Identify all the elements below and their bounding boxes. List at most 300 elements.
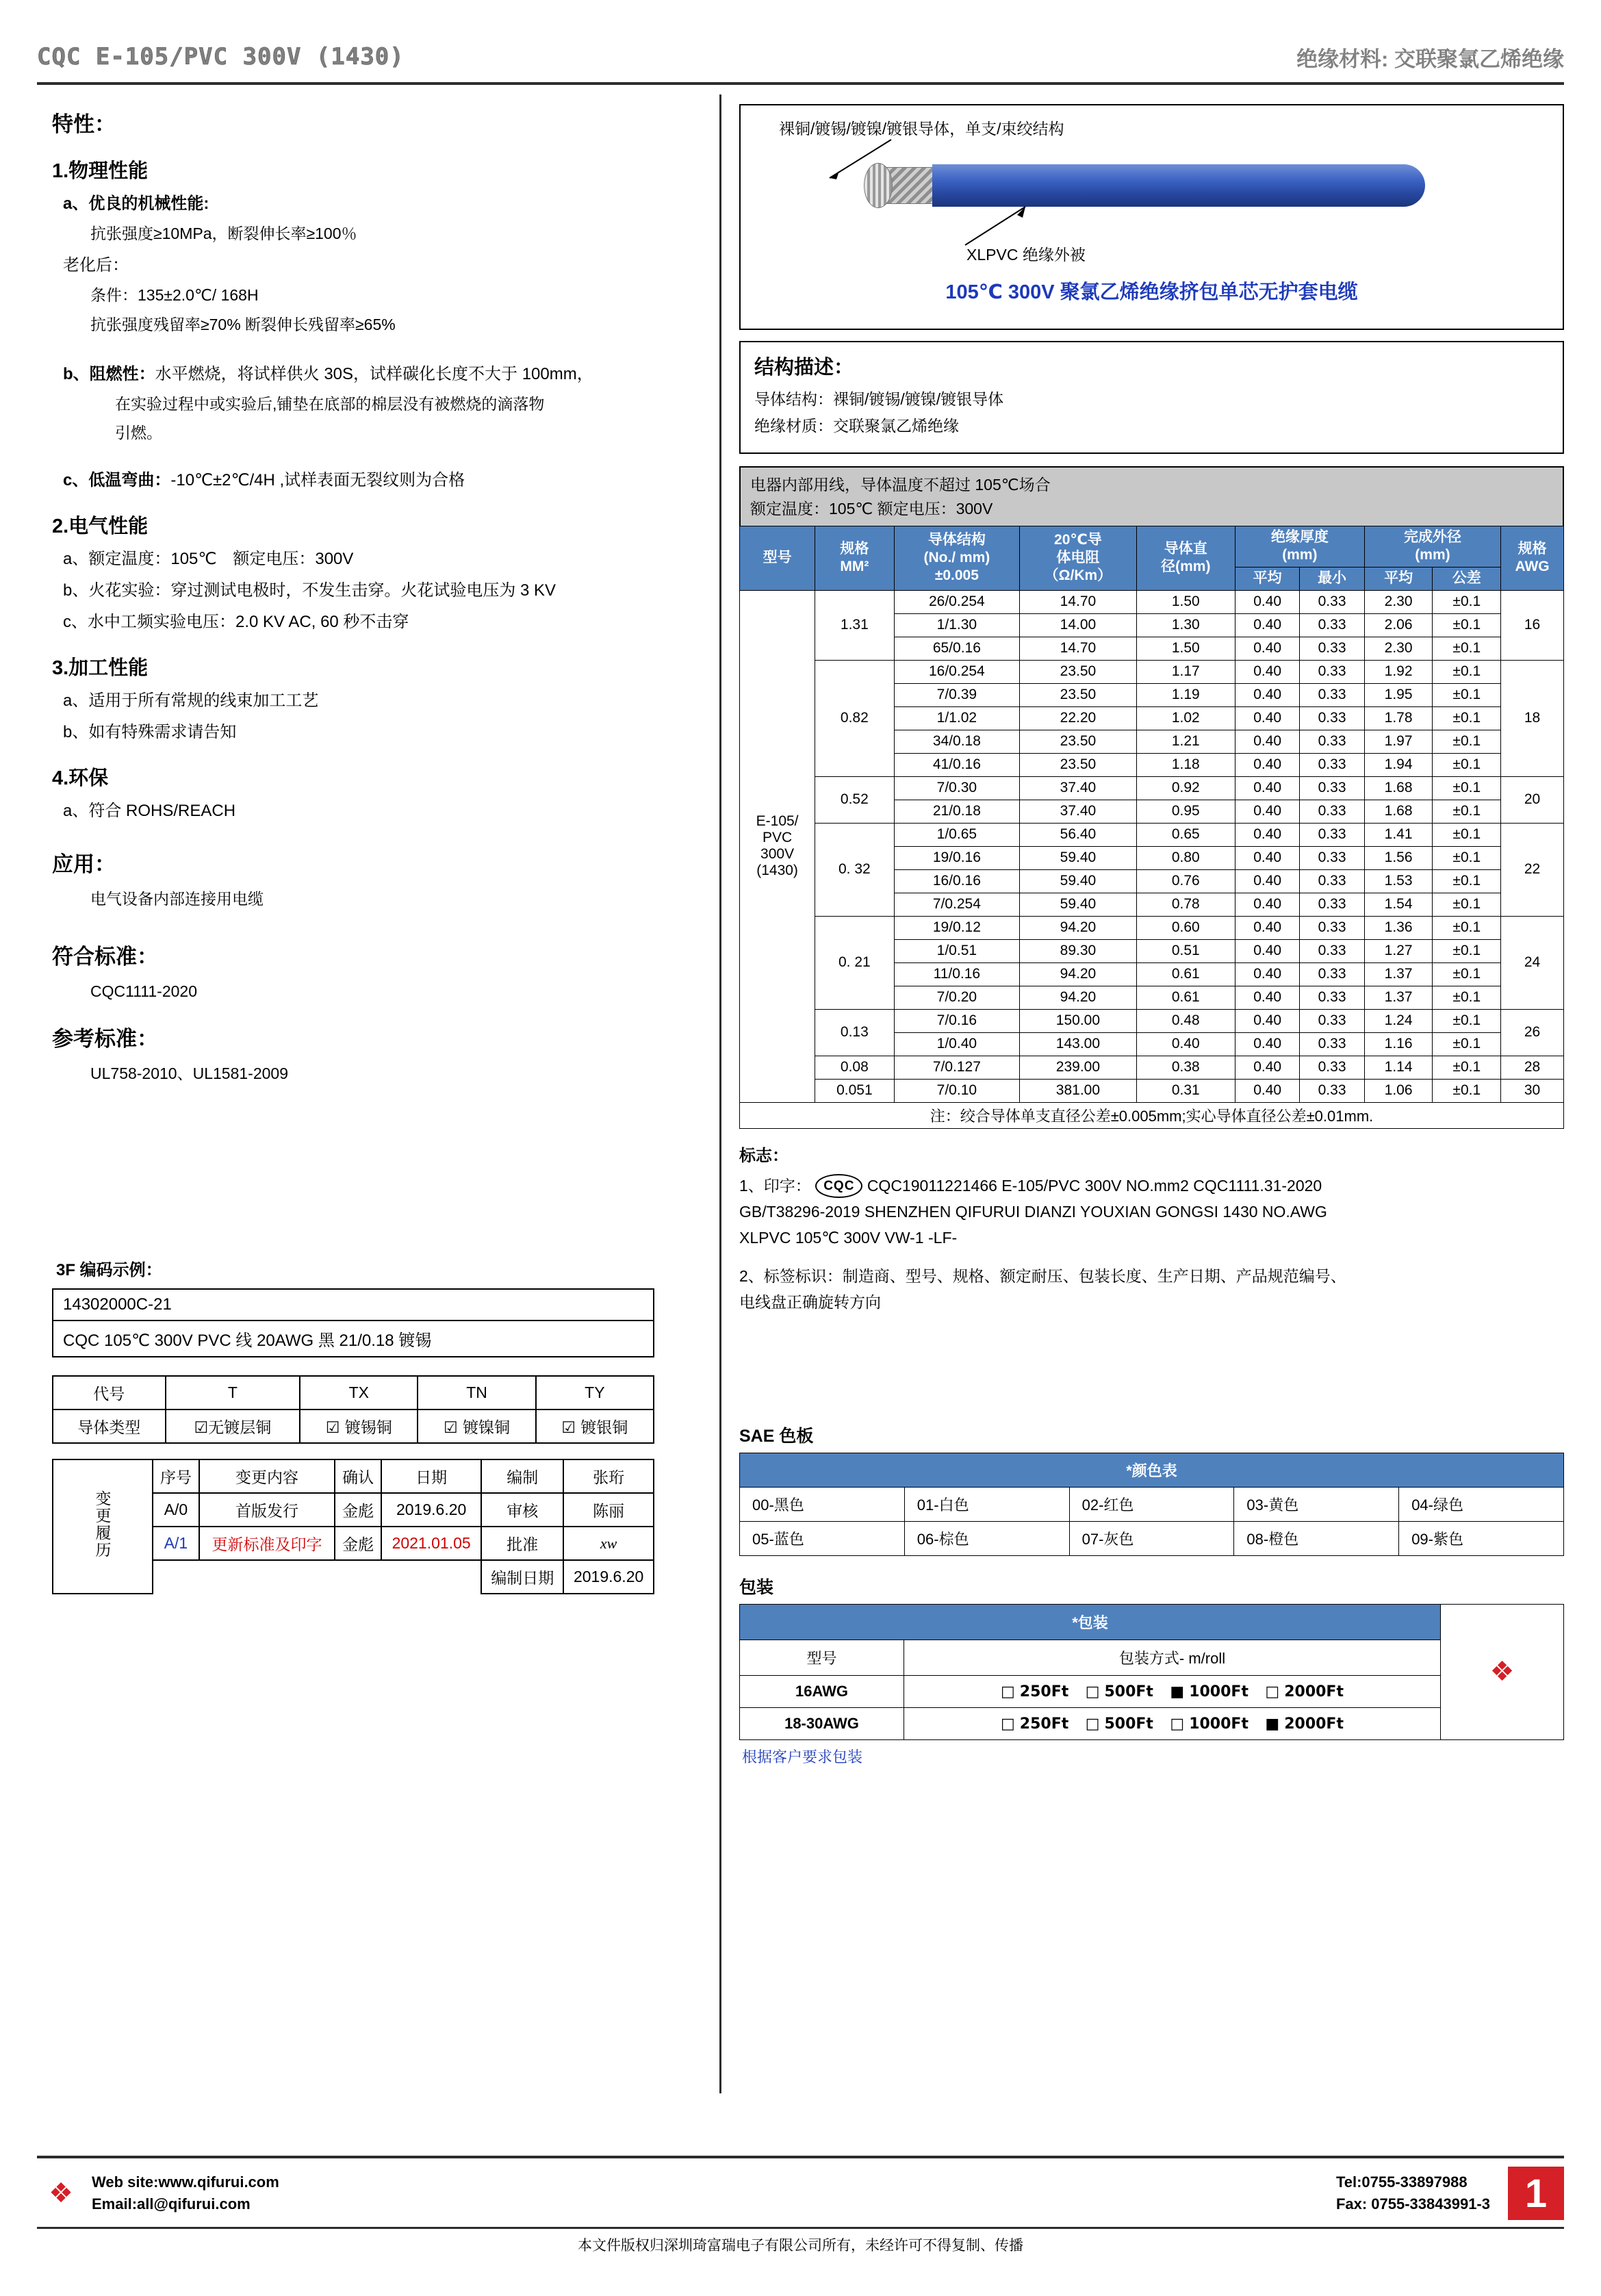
table-header-row xyxy=(740,1604,1564,1640)
spec-insulation-avg-cell: 0.40 xyxy=(1235,753,1299,776)
physical-aging-retention: 抗张强度残留率≥70% 断裂伸长残留率≥65% xyxy=(90,316,396,334)
specification-table xyxy=(739,526,1564,1129)
footer-contact xyxy=(92,2171,279,2215)
spec-insulation-min-cell: 0.33 xyxy=(1300,986,1364,1009)
spec-outer-avg-cell: 2.30 xyxy=(1364,590,1433,613)
spec-diameter-cell: 0.38 xyxy=(1136,1056,1235,1079)
right-column xyxy=(721,94,1564,2093)
spec-outer-tol-cell: ±0.1 xyxy=(1433,590,1501,613)
spec-outer-avg-cell: 1.53 xyxy=(1364,869,1433,893)
spec-size-cell: 0.52 xyxy=(815,776,894,823)
spec-construction-cell: 41/0.16 xyxy=(894,753,1020,776)
spec-resistance-cell: 22.20 xyxy=(1020,706,1137,730)
marking-item1-prefix: 1、印字： xyxy=(739,1177,811,1195)
spec-condition-line1: 电器内部用线，导体温度不超过 105℃场合 xyxy=(750,476,1051,494)
spec-outer-tol-cell: ±0.1 xyxy=(1433,893,1501,916)
spec-insulation-avg-cell: 0.40 xyxy=(1235,683,1299,706)
spec-resistance-cell: 143.00 xyxy=(1020,1032,1137,1056)
page-header xyxy=(37,31,1564,85)
spec-insulation-min-cell: 0.33 xyxy=(1300,893,1364,916)
physical-aging-condition: 条件：135±2.0℃/ 168H xyxy=(90,285,259,304)
spec-outer-tol-cell: ±0.1 xyxy=(1433,1009,1501,1032)
ch-r1-role: 批准 xyxy=(481,1527,563,1560)
color-03: 03-黄色 xyxy=(1234,1487,1399,1521)
spec-outer-tol-cell: ±0.1 xyxy=(1433,939,1501,962)
spec-model-cell: E-105/ PVC 300V (1430) xyxy=(740,590,815,1102)
spec-diameter-cell: 0.78 xyxy=(1136,893,1235,916)
page-footer xyxy=(37,2156,1564,2255)
spec-insulation-avg-cell: 0.40 xyxy=(1235,1032,1299,1056)
spec-insulation-avg-cell: 0.40 xyxy=(1235,1079,1299,1102)
environment-a: a、符合 ROHS/REACH xyxy=(63,802,236,821)
flame-retardance-text1: 水平燃烧，将试样供火 30S，试样碳化长度不大于 100mm， xyxy=(155,364,593,383)
spec-condition-line2: 额定温度：105℃ 额定电压：300V xyxy=(750,499,993,518)
spec-outer-avg-cell: 1.37 xyxy=(1364,986,1433,1009)
packaging-col-method: 包装方式- m/roll xyxy=(904,1640,1441,1675)
spec-resistance-cell: 37.40 xyxy=(1020,776,1137,800)
spec-construction-cell: 26/0.254 xyxy=(894,590,1020,613)
spec-insulation-avg-cell: 0.40 xyxy=(1235,1009,1299,1032)
ch-r1-date: 2021.01.05 xyxy=(381,1527,481,1560)
spec-resistance-cell: 14.00 xyxy=(1020,613,1137,637)
flame-retardance-line1 xyxy=(63,362,702,387)
processing-b: b、如有特殊需求请告知 xyxy=(63,723,237,742)
spec-construction-cell: 7/0.20 xyxy=(894,986,1020,1009)
packaging-table xyxy=(739,1604,1564,1740)
pack-opt-500ft-18[interactable]: □ 500Ft xyxy=(1085,1715,1153,1733)
low-temp-bend-line xyxy=(63,468,702,493)
spec-outer-avg-cell: 1.56 xyxy=(1364,846,1433,869)
spec-resistance-cell: 89.30 xyxy=(1020,939,1137,962)
table-row xyxy=(740,823,1564,846)
physical-a-line1: 抗张强度≥10MPa，断裂伸长率≥100％ xyxy=(90,225,357,242)
table-row xyxy=(740,1707,1564,1739)
spec-outer-tol-cell: ±0.1 xyxy=(1433,800,1501,823)
cable-jacket xyxy=(932,164,1425,207)
color-08: 08-橙色 xyxy=(1234,1521,1399,1555)
spec-diameter-cell: 0.65 xyxy=(1136,823,1235,846)
color-table-header: *颜色表 xyxy=(740,1453,1564,1487)
spec-outer-tol-cell: ±0.1 xyxy=(1433,637,1501,660)
company-logo: ❖ xyxy=(1441,1604,1564,1739)
spec-outer-tol-cell: ±0.1 xyxy=(1433,776,1501,800)
spec-construction-cell: 7/0.30 xyxy=(894,776,1020,800)
table-row xyxy=(740,776,1564,800)
spec-diameter-cell: 0.48 xyxy=(1136,1009,1235,1032)
coding-example-line2: CQC 105℃ 300V PVC 线 20AWG 黑 21/0.18 镀锡 xyxy=(53,1320,653,1356)
spec-construction-cell: 7/0.127 xyxy=(894,1056,1020,1079)
footer-phone xyxy=(1336,2171,1490,2215)
reference-standards-title: 参考标准： xyxy=(52,1027,158,1051)
coding-example-box xyxy=(52,1288,654,1357)
spec-construction-cell: 1/0.65 xyxy=(894,823,1020,846)
marking-item1-line2: GB/T38296-2019 SHENZHEN QIFURUI DIANZI YOUXIAN GONGSI 1430 NO.AWG xyxy=(739,1203,1327,1221)
spec-insulation-min-cell: 0.33 xyxy=(1300,823,1364,846)
page-number: 1 xyxy=(1508,2167,1564,2220)
spec-resistance-cell: 239.00 xyxy=(1020,1056,1137,1079)
code-header-t: T xyxy=(166,1376,300,1410)
spec-insulation-min-cell: 0.33 xyxy=(1300,869,1364,893)
spec-construction-cell: 19/0.12 xyxy=(894,916,1020,939)
spec-insulation-min-cell: 0.33 xyxy=(1300,706,1364,730)
physical-a-label: a、优良的机械性能: xyxy=(63,194,209,213)
conductor-type-label: 导体类型 xyxy=(53,1410,166,1443)
spec-outer-avg-cell: 1.78 xyxy=(1364,706,1433,730)
spec-insulation-min-cell: 0.33 xyxy=(1300,637,1364,660)
packaging-title: 包装 xyxy=(739,1577,774,1597)
table-header-row xyxy=(740,526,1564,567)
header-product-code: CQC E-105/PVC 300V (1430) xyxy=(37,43,405,71)
col-awg: 规格 AWG xyxy=(1501,526,1564,591)
spec-diameter-cell: 0.61 xyxy=(1136,986,1235,1009)
marking-item2-line2: 电线盘正确旋转方向 xyxy=(739,1292,881,1311)
packaging-row0-options[interactable] xyxy=(904,1675,1441,1707)
spec-resistance-cell: 59.40 xyxy=(1020,893,1137,916)
color-05: 05-蓝色 xyxy=(740,1521,905,1555)
spec-insulation-avg-cell: 0.40 xyxy=(1235,962,1299,986)
footer-website[interactable]: Web site:www.qifurui.com xyxy=(92,2173,279,2191)
table-row xyxy=(740,1521,1564,1555)
spec-diameter-cell: 1.30 xyxy=(1136,613,1235,637)
spec-size-cell: 1.31 xyxy=(815,590,894,660)
spec-size-cell: 0.82 xyxy=(815,660,894,776)
jacket-callout-label: XLPVC 绝缘外被 xyxy=(966,246,1086,264)
structure-conductor: 导体结构：裸铜/镀锡/镀镍/镀银导体 xyxy=(754,390,1004,408)
spec-size-cell: 0.13 xyxy=(815,1009,894,1056)
footer-email[interactable]: Email:all@qifurui.com xyxy=(92,2195,251,2212)
spec-resistance-cell: 94.20 xyxy=(1020,986,1137,1009)
change-history-side-label: 变更履历 xyxy=(53,1459,153,1594)
ch-header-content: 变更内容 xyxy=(199,1459,335,1493)
standards-text: CQC1111-2020 xyxy=(90,982,197,1000)
spec-diameter-cell: 1.19 xyxy=(1136,683,1235,706)
low-temp-bend-label: c、低温弯曲： xyxy=(63,471,171,490)
datasheet-page xyxy=(0,31,1601,2296)
spec-construction-cell: 7/0.16 xyxy=(894,1009,1020,1032)
spec-outer-avg-cell: 1.24 xyxy=(1364,1009,1433,1032)
spec-insulation-avg-cell: 0.40 xyxy=(1235,800,1299,823)
spec-insulation-avg-cell: 0.40 xyxy=(1235,986,1299,1009)
spec-insulation-avg-cell: 0.40 xyxy=(1235,823,1299,846)
conductor-type-nickel[interactable]: ☑ 镀镍铜 xyxy=(418,1410,535,1443)
spec-outer-tol-cell: ±0.1 xyxy=(1433,613,1501,637)
col-size: 规格 MM² xyxy=(815,526,894,591)
spec-diameter-cell: 0.40 xyxy=(1136,1032,1235,1056)
structure-title: 结构描述： xyxy=(754,357,854,379)
spec-outer-tol-cell: ±0.1 xyxy=(1433,823,1501,846)
ch-header-editor-name: 张珩 xyxy=(563,1459,654,1493)
pack-opt-250ft-16[interactable]: □ 250Ft xyxy=(1001,1683,1069,1700)
ch-r0-no: A/0 xyxy=(153,1493,199,1527)
spec-diameter-cell: 1.50 xyxy=(1136,637,1235,660)
packaging-note: 根据客户要求包装 xyxy=(742,1748,863,1765)
spec-diameter-cell: 0.92 xyxy=(1136,776,1235,800)
spec-size-cell: 0. 21 xyxy=(815,916,894,1009)
spec-outer-tol-cell: ±0.1 xyxy=(1433,1032,1501,1056)
pack-opt-500ft-16[interactable]: □ 500Ft xyxy=(1085,1683,1153,1700)
footer-tel: Tel:0755-33897988 xyxy=(1335,2173,1468,2191)
pack-opt-250ft-18[interactable]: □ 250Ft xyxy=(1001,1715,1069,1733)
spec-outer-avg-cell: 1.54 xyxy=(1364,893,1433,916)
cable-diagram xyxy=(739,104,1564,330)
color-04: 04-绿色 xyxy=(1399,1487,1564,1521)
ch-r1-signature: xw xyxy=(563,1527,654,1560)
change-history-table xyxy=(52,1459,654,1594)
spec-diameter-cell: 1.21 xyxy=(1136,730,1235,753)
code-header-label: 代号 xyxy=(53,1376,166,1410)
table-row xyxy=(740,916,1564,939)
spec-diameter-cell: 0.80 xyxy=(1136,846,1235,869)
spec-outer-avg-cell: 1.14 xyxy=(1364,1056,1433,1079)
application-text: 电气设备内部连接用电缆 xyxy=(90,890,264,908)
spec-insulation-min-cell: 0.33 xyxy=(1300,1079,1364,1102)
spec-insulation-min-cell: 0.33 xyxy=(1300,846,1364,869)
spec-outer-avg-cell: 2.30 xyxy=(1364,637,1433,660)
spec-outer-avg-cell: 1.92 xyxy=(1364,660,1433,683)
spec-insulation-min-cell: 0.33 xyxy=(1300,660,1364,683)
conductor-type-tin[interactable]: ☑ 镀锡铜 xyxy=(300,1410,418,1443)
spec-outer-tol-cell: ±0.1 xyxy=(1433,846,1501,869)
footer-logo-icon: ❖ xyxy=(49,2178,73,2209)
color-table xyxy=(739,1453,1564,1556)
spec-outer-tol-cell: ±0.1 xyxy=(1433,753,1501,776)
sae-title: SAE 色板 xyxy=(739,1426,814,1446)
spec-insulation-avg-cell: 0.40 xyxy=(1235,846,1299,869)
spec-diameter-cell: 1.50 xyxy=(1136,590,1235,613)
table-row xyxy=(740,1675,1564,1707)
reference-standards-text: UL758-2010、UL1581-2009 xyxy=(90,1064,288,1083)
spec-construction-cell: 1/0.51 xyxy=(894,939,1020,962)
marking-item1-line3: XLPVC 105℃ 300V VW-1 -LF- xyxy=(739,1228,958,1247)
spec-resistance-cell: 59.40 xyxy=(1020,846,1137,869)
spec-awg-cell: 28 xyxy=(1501,1056,1564,1079)
spec-outer-tol-cell: ±0.1 xyxy=(1433,706,1501,730)
features-title: 特性： xyxy=(52,112,116,136)
section-environment-title: 4.环保 xyxy=(52,767,109,790)
spec-outer-avg-cell: 1.95 xyxy=(1364,683,1433,706)
spec-outer-avg-cell: 1.97 xyxy=(1364,730,1433,753)
code-header-tx: TX xyxy=(300,1376,418,1410)
spec-outer-tol-cell: ±0.1 xyxy=(1433,730,1501,753)
processing-a: a、适用于所有常规的线束加工工艺 xyxy=(63,691,319,711)
spec-outer-tol-cell: ±0.1 xyxy=(1433,962,1501,986)
col-diameter: 导体直 径(mm) xyxy=(1136,526,1235,591)
application-title: 应用： xyxy=(52,852,116,877)
spec-resistance-cell: 37.40 xyxy=(1020,800,1137,823)
spec-insulation-min-cell: 0.33 xyxy=(1300,590,1364,613)
electrical-a: a、额定温度：105℃ 额定电压：300V xyxy=(63,550,354,569)
coding-example-title: 3F 编码示例： xyxy=(56,1261,162,1280)
spec-insulation-avg-cell: 0.40 xyxy=(1235,869,1299,893)
spec-size-cell: 0. 32 xyxy=(815,823,894,916)
spec-insulation-avg-cell: 0.40 xyxy=(1235,637,1299,660)
marking-item1 xyxy=(739,1173,1564,1199)
spec-resistance-cell: 23.50 xyxy=(1020,753,1137,776)
conductor-type-table xyxy=(52,1375,654,1444)
packaging-col-model: 型号 xyxy=(740,1640,904,1675)
footer-copyright: 本文件版权归深圳琦富瑞电子有限公司所有，未经许可不得复制、传播 xyxy=(37,2227,1564,2255)
col-outer-avg: 平均 xyxy=(1364,567,1433,590)
color-01: 01-白色 xyxy=(904,1487,1069,1521)
spec-construction-cell: 7/0.39 xyxy=(894,683,1020,706)
spec-construction-cell: 19/0.16 xyxy=(894,846,1020,869)
col-insulation-avg: 平均 xyxy=(1235,567,1299,590)
spec-resistance-cell: 59.40 xyxy=(1020,869,1137,893)
spec-resistance-cell: 14.70 xyxy=(1020,590,1137,613)
spec-outer-avg-cell: 1.06 xyxy=(1364,1079,1433,1102)
spec-insulation-min-cell: 0.33 xyxy=(1300,1056,1364,1079)
marking-title: 标志： xyxy=(739,1146,789,1165)
packaging-table-header: *包装 xyxy=(740,1604,1441,1640)
table-row xyxy=(53,1410,654,1443)
spec-size-cell: 0.051 xyxy=(815,1079,894,1102)
spec-awg-cell: 30 xyxy=(1501,1079,1564,1102)
color-09: 09-紫色 xyxy=(1399,1521,1564,1555)
col-construction: 导体结构 (No./ mm) ±0.005 xyxy=(894,526,1020,591)
spec-insulation-avg-cell: 0.40 xyxy=(1235,660,1299,683)
cqc-logo-icon: CQC xyxy=(815,1174,862,1198)
spec-diameter-cell: 1.02 xyxy=(1136,706,1235,730)
ch-header-confirm: 确认 xyxy=(335,1459,381,1493)
page-body xyxy=(37,94,1564,2093)
spec-construction-cell: 7/0.10 xyxy=(894,1079,1020,1102)
spec-resistance-cell: 23.50 xyxy=(1020,683,1137,706)
marking-item1-line1: CQC19011221466 E-105/PVC 300V NO.mm2 CQC1111.31-2020 xyxy=(867,1177,1322,1195)
spec-construction-cell: 1/1.30 xyxy=(894,613,1020,637)
spec-insulation-avg-cell: 0.40 xyxy=(1235,893,1299,916)
spec-diameter-cell: 1.17 xyxy=(1136,660,1235,683)
spec-awg-cell: 18 xyxy=(1501,660,1564,776)
ch-header-date: 日期 xyxy=(381,1459,481,1493)
pack-opt-2000ft-16[interactable]: □ 2000Ft xyxy=(1265,1683,1344,1700)
pack-opt-2000ft-18[interactable]: ■ 2000Ft xyxy=(1265,1715,1344,1733)
spec-diameter-cell: 0.61 xyxy=(1136,962,1235,986)
spec-insulation-min-cell: 0.33 xyxy=(1300,800,1364,823)
spec-construction-cell: 11/0.16 xyxy=(894,962,1020,986)
flame-retardance-label: b、阻燃性： xyxy=(63,364,155,383)
spec-awg-cell: 22 xyxy=(1501,823,1564,916)
packaging-row1-model: 18-30AWG xyxy=(740,1707,904,1739)
col-resistance: 20℃导 体电阻 （Ω/Km） xyxy=(1020,526,1137,591)
header-material-label: 绝缘材料: 交联聚氯乙烯绝缘 xyxy=(1296,47,1564,71)
spec-insulation-min-cell: 0.33 xyxy=(1300,962,1364,986)
spec-resistance-cell: 150.00 xyxy=(1020,1009,1137,1032)
conductor-callout-label: 裸铜/镀锡/镀镍/镀银导体，单支/束绞结构 xyxy=(779,120,1064,138)
spec-insulation-min-cell: 0.33 xyxy=(1300,916,1364,939)
physical-aging-label: 老化后： xyxy=(63,255,129,275)
spec-insulation-avg-cell: 0.40 xyxy=(1235,939,1299,962)
ch-r0-content: 首版发行 xyxy=(199,1493,335,1527)
spec-insulation-min-cell: 0.33 xyxy=(1300,776,1364,800)
ch-r0-name: 陈丽 xyxy=(563,1493,654,1527)
marking-item2-line1: 2、标签标识：制造商、型号、规格、额定耐压、包装长度、生产日期、产品规范编号、 xyxy=(739,1266,1346,1285)
ch-r0-confirm: 金彪 xyxy=(335,1493,381,1527)
electrical-b: b、火花实验：穿过测试电极时，不发生击穿。火花试验电压为 3 KV xyxy=(63,581,556,600)
spec-construction-cell: 1/0.40 xyxy=(894,1032,1020,1056)
ch-compile-date-label: 编制日期 xyxy=(481,1560,563,1594)
section-processing-title: 3.加工性能 xyxy=(52,657,149,680)
spec-insulation-min-cell: 0.33 xyxy=(1300,753,1364,776)
spec-construction-cell: 65/0.16 xyxy=(894,637,1020,660)
electrical-c: c、水中工频实验电压：2.0 KV AC, 60 秒不击穿 xyxy=(63,613,409,632)
spec-insulation-min-cell: 0.33 xyxy=(1300,1009,1364,1032)
packaging-row1-options[interactable] xyxy=(904,1707,1441,1739)
structure-description xyxy=(739,341,1564,454)
table-header-row xyxy=(740,1453,1564,1487)
spec-diameter-cell: 0.95 xyxy=(1136,800,1235,823)
spec-outer-avg-cell: 1.36 xyxy=(1364,916,1433,939)
spec-outer-tol-cell: ±0.1 xyxy=(1433,660,1501,683)
spec-note: 注：绞合导体单支直径公差±0.005mm;实心导体直径公差±0.01mm. xyxy=(740,1102,1564,1128)
marking-block xyxy=(739,1143,1564,1316)
structure-insulation: 绝缘材质：交联聚氯乙烯绝缘 xyxy=(754,417,959,435)
col-insulation-min: 最小 xyxy=(1300,567,1364,590)
cable-title: 105℃ 300V 聚氯乙烯绝缘挤包单芯无护套电缆 xyxy=(945,281,1358,303)
spec-outer-avg-cell: 1.27 xyxy=(1364,939,1433,962)
spec-size-cell: 0.08 xyxy=(815,1056,894,1079)
flame-retardance-text2: 在实验过程中或实验后,铺垫在底部的棉层没有被燃烧的滴落物 xyxy=(115,394,545,413)
spec-resistance-cell: 94.20 xyxy=(1020,962,1137,986)
packaging-row0-model: 16AWG xyxy=(740,1675,904,1707)
spec-resistance-cell: 14.70 xyxy=(1020,637,1137,660)
spec-construction-cell: 1/1.02 xyxy=(894,706,1020,730)
spec-resistance-cell: 23.50 xyxy=(1020,660,1137,683)
spec-resistance-cell: 56.40 xyxy=(1020,823,1137,846)
spec-outer-tol-cell: ±0.1 xyxy=(1433,1056,1501,1079)
ch-r0-date: 2019.6.20 xyxy=(381,1493,481,1527)
spec-diameter-cell: 0.51 xyxy=(1136,939,1235,962)
ch-header-no: 序号 xyxy=(153,1459,199,1493)
spec-outer-tol-cell: ±0.1 xyxy=(1433,916,1501,939)
spec-insulation-avg-cell: 0.40 xyxy=(1235,1056,1299,1079)
spec-insulation-min-cell: 0.33 xyxy=(1300,613,1364,637)
section-physical-title: 1.物理性能 xyxy=(52,160,149,182)
spec-outer-avg-cell: 1.41 xyxy=(1364,823,1433,846)
spec-construction-cell: 7/0.254 xyxy=(894,893,1020,916)
spec-construction-cell: 16/0.16 xyxy=(894,869,1020,893)
spec-diameter-cell: 0.60 xyxy=(1136,916,1235,939)
conductor-type-silver[interactable]: ☑ 镀银铜 xyxy=(536,1410,654,1443)
spec-conditions xyxy=(739,466,1564,526)
pack-opt-1000ft-16[interactable]: ■ 1000Ft xyxy=(1170,1683,1248,1700)
spec-diameter-cell: 0.31 xyxy=(1136,1079,1235,1102)
spec-insulation-avg-cell: 0.40 xyxy=(1235,613,1299,637)
ch-r1-content: 更新标准及印字 xyxy=(199,1527,335,1560)
pack-opt-1000ft-18[interactable]: □ 1000Ft xyxy=(1170,1715,1248,1733)
spec-insulation-avg-cell: 0.40 xyxy=(1235,776,1299,800)
ch-r0-role: 审核 xyxy=(481,1493,563,1527)
spec-outer-tol-cell: ±0.1 xyxy=(1433,986,1501,1009)
spec-outer-avg-cell: 1.37 xyxy=(1364,962,1433,986)
spec-outer-avg-cell: 1.68 xyxy=(1364,776,1433,800)
spec-awg-cell: 20 xyxy=(1501,776,1564,823)
section-electrical-title: 2.电气性能 xyxy=(52,515,149,538)
table-row xyxy=(740,1640,1564,1675)
spec-insulation-avg-cell: 0.40 xyxy=(1235,590,1299,613)
color-07: 07-灰色 xyxy=(1069,1521,1234,1555)
table-row xyxy=(740,590,1564,613)
flame-retardance-text3: 引燃。 xyxy=(115,423,162,442)
spec-diameter-cell: 0.76 xyxy=(1136,869,1235,893)
spec-awg-cell: 16 xyxy=(1501,590,1564,660)
code-header-tn: TN xyxy=(418,1376,535,1410)
spec-resistance-cell: 94.20 xyxy=(1020,916,1137,939)
conductor-type-bare[interactable]: ☑无镀层铜 xyxy=(166,1410,300,1443)
spec-outer-tol-cell: ±0.1 xyxy=(1433,869,1501,893)
spec-construction-cell: 16/0.254 xyxy=(894,660,1020,683)
spec-outer-avg-cell: 2.06 xyxy=(1364,613,1433,637)
col-insulation-group: 绝缘厚度 (mm) xyxy=(1235,526,1364,567)
